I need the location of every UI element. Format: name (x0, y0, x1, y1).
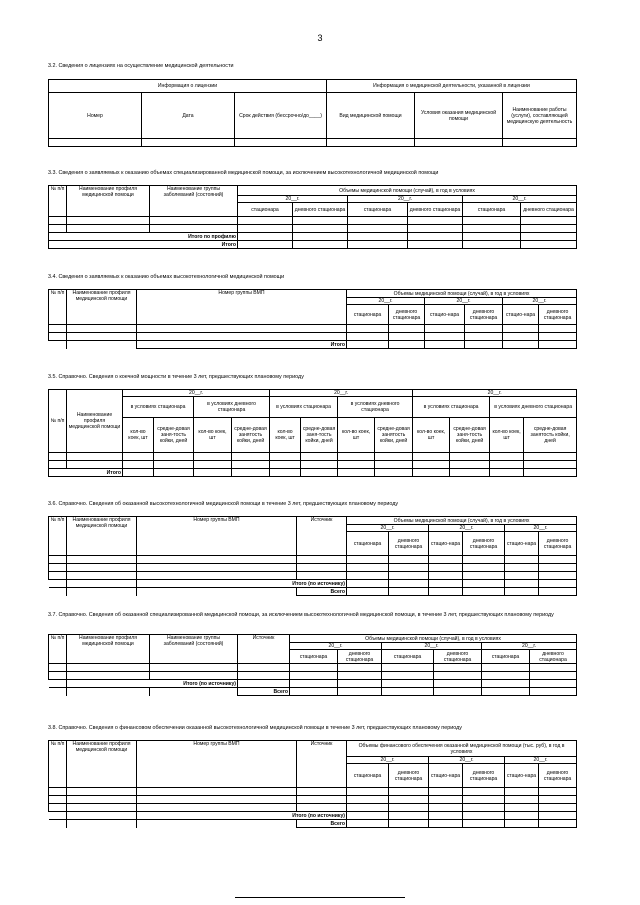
volumes-header: Объемы медицинской помощи (случай), в год в условиях (290, 635, 577, 643)
in-day-stac: в условиях дневного стационара (490, 397, 577, 418)
section-3-5-caption: 3.5. Справочно. Сведения о коечной мощности в течение 3 лет, предшествующих плановому периоду (48, 374, 304, 380)
col-day-stac: дневного стационара (521, 203, 577, 217)
col-profile: Наименование профиля медицинской помощи (67, 741, 137, 788)
col-nn: № п/п (49, 741, 67, 788)
col-beds: кол-во коек, шт (194, 418, 232, 453)
col-stac: стационара (347, 305, 389, 325)
col-stac: стационара (347, 764, 389, 788)
col-day-stac: дневного стационара (463, 764, 505, 788)
col-avg-busy: средне-довая занятость койки, дней (232, 418, 270, 453)
grand-total-row: Всего (297, 588, 347, 596)
footer-divider (235, 897, 405, 898)
col-stac: стацио-нара (425, 305, 465, 325)
page-number: 3 (317, 33, 323, 43)
col-day-stac: дневного стационара (463, 532, 505, 556)
total-by-source-row: Итого (по источнику) (137, 580, 347, 588)
specialized-volumes-table (48, 185, 577, 249)
col-avg-days: средне-довая заня-тость койки, дней (301, 418, 338, 453)
col-avg-days: средне-довая заня-тость койки, дней (154, 418, 194, 453)
col-day-stac: дневного стационара (338, 650, 382, 664)
volumes-header: Объемы медицинской помощи (случай), в год в условиях (347, 290, 577, 298)
in-day-stac: в условиях дневного стационара (338, 397, 413, 418)
section-3-6-caption: 3.6. Справочно. Сведения об оказанной высокотехнологичной медицинской помощи в течение 3 лет, предшествующих плановому периоду (48, 501, 399, 507)
year-2: 20__г. (270, 390, 413, 397)
col-stac: стацио-нара (505, 764, 539, 788)
col-source: Источник (297, 741, 347, 788)
col-beds: кол-во коек, шт (413, 418, 450, 453)
year-3: 20__г. (505, 757, 577, 764)
year-1: 20__г. (347, 525, 429, 532)
hitech-volumes-table (48, 289, 577, 349)
col-date: Дата (142, 93, 235, 139)
col-vmp: Номер группы ВМП (137, 290, 347, 325)
col-nn: № п/п (49, 390, 67, 453)
col-vmp: Номер группы ВМП (137, 741, 297, 788)
col-profile: Наименование профиля медицинской помощи (67, 186, 150, 217)
col-stac: стационара (482, 650, 530, 664)
activity-info-header: Информация о медицинской деятельности, указанной в лицензии (327, 80, 577, 93)
col-stac: стационара (463, 203, 521, 217)
section-3-8-caption: 3.8. Справочно. Сведения о финансовом обеспечении оказанной высокотехнологичной медицинской помощи в течение 3 лет, предшествующих плановому периоду (48, 725, 462, 731)
col-disease-group: Наименование группы заболеваний (состояний) (150, 186, 238, 217)
col-avg-busy: средне-довая занятость койки, дней (524, 418, 577, 453)
year-3: 20__г. (482, 643, 577, 650)
year-3: 20__г. (463, 196, 577, 203)
col-validity: Срок действия (бессрочно/до____) (235, 93, 327, 139)
year-3: 20__г. (413, 390, 577, 397)
col-beds: кол-во коек, шт (338, 418, 375, 453)
grand-total-row: Всего (297, 820, 347, 828)
col-beds: кол-во коек, шт (123, 418, 154, 453)
col-profile: Наименование профиля медицинской помощи (67, 635, 150, 664)
bed-capacity-table (48, 389, 577, 477)
license-info-header: Информация о лицензии (49, 80, 327, 93)
year-3: 20__г. (505, 525, 577, 532)
col-stac: стацио-нара (503, 305, 539, 325)
volumes-header: Объемы медицинской помощи (случай), в год в условиях (347, 517, 577, 525)
col-stac: стационара (238, 203, 293, 217)
year-2: 20__г. (429, 757, 505, 764)
col-conditions: Условия оказания медицинской помощи (415, 93, 503, 139)
year-2: 20__г. (425, 298, 503, 305)
col-day-stac: дневного стационара (465, 305, 503, 325)
col-day-stac: дневного стационара (539, 532, 577, 556)
col-day-stac: дневного стационара (539, 305, 577, 325)
col-beds: кол-во коек, шт (270, 418, 301, 453)
total-row: Итого (49, 469, 123, 477)
col-day-stac: дневного стационара (539, 764, 577, 788)
in-stac: в условиях стационара (270, 397, 338, 418)
col-stac: стационара (347, 532, 389, 556)
year-2: 20__г. (382, 643, 482, 650)
col-stac: стационара (348, 203, 408, 217)
section-3-4-caption: 3.4. Сведения о заявляемых к оказанию объемах высокотехнологичной медицинской помощи (48, 274, 285, 280)
col-works: Наименование работы (услуги), составляющей медицинскую деятельность (503, 93, 577, 139)
year-3: 20__г. (503, 298, 577, 305)
col-avg-busy: средне-довая занятость койки, дней (375, 418, 413, 453)
col-stac: стацио-нара (429, 764, 463, 788)
col-nn: № п/п (49, 635, 67, 664)
col-number: Номер (49, 93, 142, 139)
col-stac: стацио-нара (429, 532, 463, 556)
volumes-header: Объемы медицинской помощи (случай), в год в условиях (238, 186, 577, 196)
col-profile: Наименование профиля медицинской помощи (67, 290, 137, 325)
year-2: 20__г. (429, 525, 505, 532)
total-by-source-row: Итого (по источнику) (137, 812, 347, 820)
in-stac: в условиях стационара (123, 397, 194, 418)
col-day-stac: дневного стационара (408, 203, 463, 217)
col-day-stac: дневного стационара (389, 764, 429, 788)
col-stac: стационара (382, 650, 434, 664)
col-day-stac: дневного стационара (389, 532, 429, 556)
col-vmp: Номер группы ВМП (137, 517, 297, 556)
col-profile: Наименование профиля медицинской помощи (67, 390, 123, 453)
total-row: Итого (49, 241, 238, 249)
in-day-stac: в условиях дневного стационара (194, 397, 270, 418)
year-1: 20__г. (347, 757, 429, 764)
license-table (48, 79, 577, 147)
total-by-source-row: Итого (по источнику) (67, 680, 238, 688)
section-3-3-caption: 3.3. Сведения о заявляемых к оказанию объемах специализированной медицинской помощи, за исключением высокотехнологичной медицинской помощи (48, 170, 439, 176)
grand-total-row: Всего (238, 688, 290, 696)
section-3-2-caption: 3.2. Сведения о лицензиях на осуществление медицинской деятельности (48, 63, 234, 69)
specialized-history-table (48, 634, 577, 696)
col-care-type: Вид медицинской помощи (327, 93, 415, 139)
col-day-stac: дневного стационара (389, 305, 425, 325)
col-beds: кол-во коек, шт (490, 418, 524, 453)
col-day-stac: дневного стационара (434, 650, 482, 664)
year-2: 20__г. (348, 196, 463, 203)
col-disease-group: Наименование группы заболеваний (состояний) (150, 635, 238, 664)
financing-history-table (48, 740, 577, 828)
col-nn: № п/п (49, 290, 67, 325)
col-source: Источник (238, 635, 290, 664)
fin-volumes-header: Объемы финансового обеспечения оказанной медицинской помощи (тыс. руб), в год в условиях (347, 741, 577, 757)
hitech-history-table (48, 516, 577, 596)
section-3-7-caption: 3.7. Справочно. Сведения об оказанной специализированной медицинской помощи, за исключением высокотехнологичной медицинской помощи, в течение 3 лет, предшествующих плановому периоду (48, 612, 554, 618)
col-source: Источник (297, 517, 347, 556)
col-stac: стацио-нара (505, 532, 539, 556)
year-1: 20__г. (347, 298, 425, 305)
col-nn: № п/п (49, 186, 67, 217)
col-day-stac: дневного стационара (293, 203, 348, 217)
col-nn: № п/п (49, 517, 67, 556)
year-1: 20__г. (290, 643, 382, 650)
year-1: 20__г. (238, 196, 348, 203)
col-avg-days: средне-довая заня-тость койки, дней (450, 418, 490, 453)
col-profile: Наименование профиля медицинской помощи (67, 517, 137, 556)
in-stac: в условиях стационара (413, 397, 490, 418)
col-stac: стационара (290, 650, 338, 664)
year-1: 20__г. (123, 390, 270, 397)
total-by-profile-row: Итого по профилю (49, 233, 238, 241)
col-day-stac: дневного стационара (530, 650, 577, 664)
total-row: Итого (137, 341, 347, 349)
